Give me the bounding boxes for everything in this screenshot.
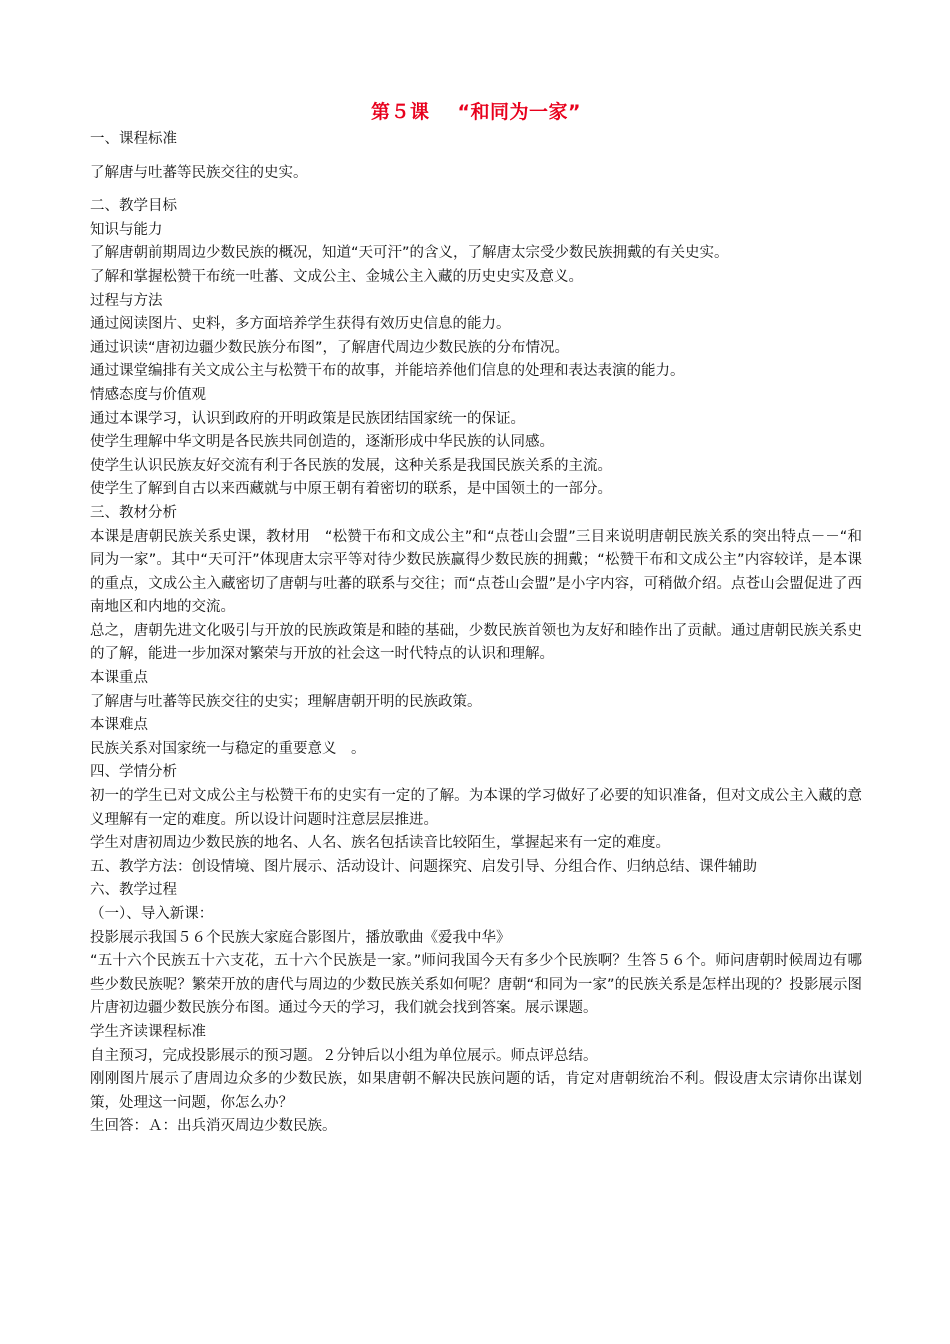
paragraph: 通过课堂编排有关文成公主与松赞干布的故事，并能培养他们信息的处理和表达表演的能力。 <box>90 363 685 380</box>
paragraph-gap <box>90 185 862 195</box>
paragraph-gap <box>90 152 862 162</box>
paragraph: 刚刚图片展示了唐周边众多的少数民族，如果唐朝不解决民族问题的话，肯定对唐朝统治不利。假设唐太宗请你出谋划策，处理这一问题，你怎么办？ <box>90 1071 862 1111</box>
paragraph: 过程与方法 <box>90 292 163 309</box>
paragraph: 了解唐朝前期周边少数民族的概况，知道“天可汗”的含义，了解唐太宗受少数民族拥戴的有关史实。 <box>90 245 729 262</box>
paragraph: 初一的学生已对文成公主与松赞干布的史实有一定的了解。为本课的学习做好了必要的知识准备，但对文成公主入藏的意义理解有一定的难度。所以设计问题时注意层层推进。 <box>90 788 862 828</box>
lesson-title <box>90 98 862 126</box>
lesson-number: 第５课 <box>371 101 430 123</box>
paragraph: 情感态度与价值观 <box>90 386 206 403</box>
paragraph: 通过本课学习，认识到政府的开明政策是民族团结国家统一的保证。 <box>90 410 525 427</box>
paragraph: “五十六个民族五十六支花，五十六个民族是一家。”师问我国今天有多少个民族啊？生答５６个。师问唐朝时候周边有哪些少数民族呢？繁荣开放的唐代与周边的少数民族关系如何呢？唐朝“和同为一家”的民族关系是怎样出现的？投影展示图片唐初边疆少数民族分布图。通过今天的学习，我们就会找到答案。展示课题。 <box>90 953 862 1017</box>
paragraph: 一、课程标准 <box>90 131 177 147</box>
paragraph: 了解唐与吐蕃等民族交往的史实。 <box>90 164 308 181</box>
lesson-name: “和同为一家” <box>457 101 581 123</box>
document-body <box>90 128 862 1139</box>
paragraph: 本课是唐朝民族关系史课，教材用 “松赞干布和文成公主”和“点苍山会盟”三目来说明唐朝民族关系的突出特点－－“和同为一家”。其中“天可汗”体现唐太宗平等对待少数民族赢得少数民族的拥戴；“松赞干布和文成公主”内容较详，是本课的重点，文成公主入藏密切了唐朝与吐蕃的联系与交往；而“点苍山会盟”是小字内容，可稍做介绍。点苍山会盟促进了西南地区和内地的交流。 <box>90 528 862 616</box>
paragraph: 民族关系对国家统一与稳定的重要意义 。 <box>90 740 366 757</box>
paragraph: 四、学情分析 <box>90 764 177 781</box>
paragraph: 投影展示我国５６个民族大家庭合影图片，播放歌曲《爱我中华》 <box>90 929 511 946</box>
paragraph: （一）、导入新课： <box>90 906 214 922</box>
paragraph: 使学生理解中华文明是各民族共同创造的，逐渐形成中华民族的认同感。 <box>90 434 554 451</box>
paragraph: 本课难点 <box>90 717 148 734</box>
paragraph: 知识与能力 <box>90 221 163 238</box>
paragraph: 自主预习，完成投影展示的预习题。２分钟后以小组为单位展示。师点评总结。 <box>90 1047 598 1064</box>
paragraph: 本课重点 <box>90 670 148 687</box>
paragraph: 三、教材分析 <box>90 504 177 521</box>
paragraph: 了解和掌握松赞干布统一吐蕃、文成公主、金城公主入藏的历史史实及意义。 <box>90 268 583 285</box>
paragraph: 五、教学方法：创设情境、图片展示、活动设计、问题探究、启发引导、分组合作、归纳总结、课件辅助 <box>90 858 757 875</box>
paragraph: 总之，唐朝先进文化吸引与开放的民族政策是和睦的基础，少数民族首领也为友好和睦作出了贡献。通过唐朝民族关系史的了解，能进一步加深对繁荣与开放的社会这一时代特点的认识和理解。 <box>90 622 862 663</box>
paragraph: 六、教学过程 <box>90 882 177 899</box>
paragraph: 使学生认识民族友好交流有利于各民族的发展，这种关系是我国民族关系的主流。 <box>90 457 612 474</box>
paragraph: 通过识读“唐初边疆少数民族分布图”，了解唐代周边少数民族的分布情况。 <box>90 339 570 356</box>
paragraph: 学生齐读课程标准 <box>90 1023 206 1040</box>
paragraph: 通过阅读图片、史料，多方面培养学生获得有效历史信息的能力。 <box>90 316 511 333</box>
paragraph: 学生对唐初周边少数民族的地名、人名、族名包括读音比较陌生，掌握起来有一定的难度。 <box>90 835 670 852</box>
paragraph: 二、教学目标 <box>90 198 177 215</box>
paragraph: 生回答：Ａ：出兵消灭周边少数民族。 <box>90 1118 337 1135</box>
paragraph: 使学生了解到自古以来西藏就与中原王朝有着密切的联系，是中国领土的一部分。 <box>90 481 612 498</box>
paragraph: 了解唐与吐蕃等民族交往的史实；理解唐朝开明的民族政策。 <box>90 693 482 710</box>
document-page <box>90 98 862 1139</box>
